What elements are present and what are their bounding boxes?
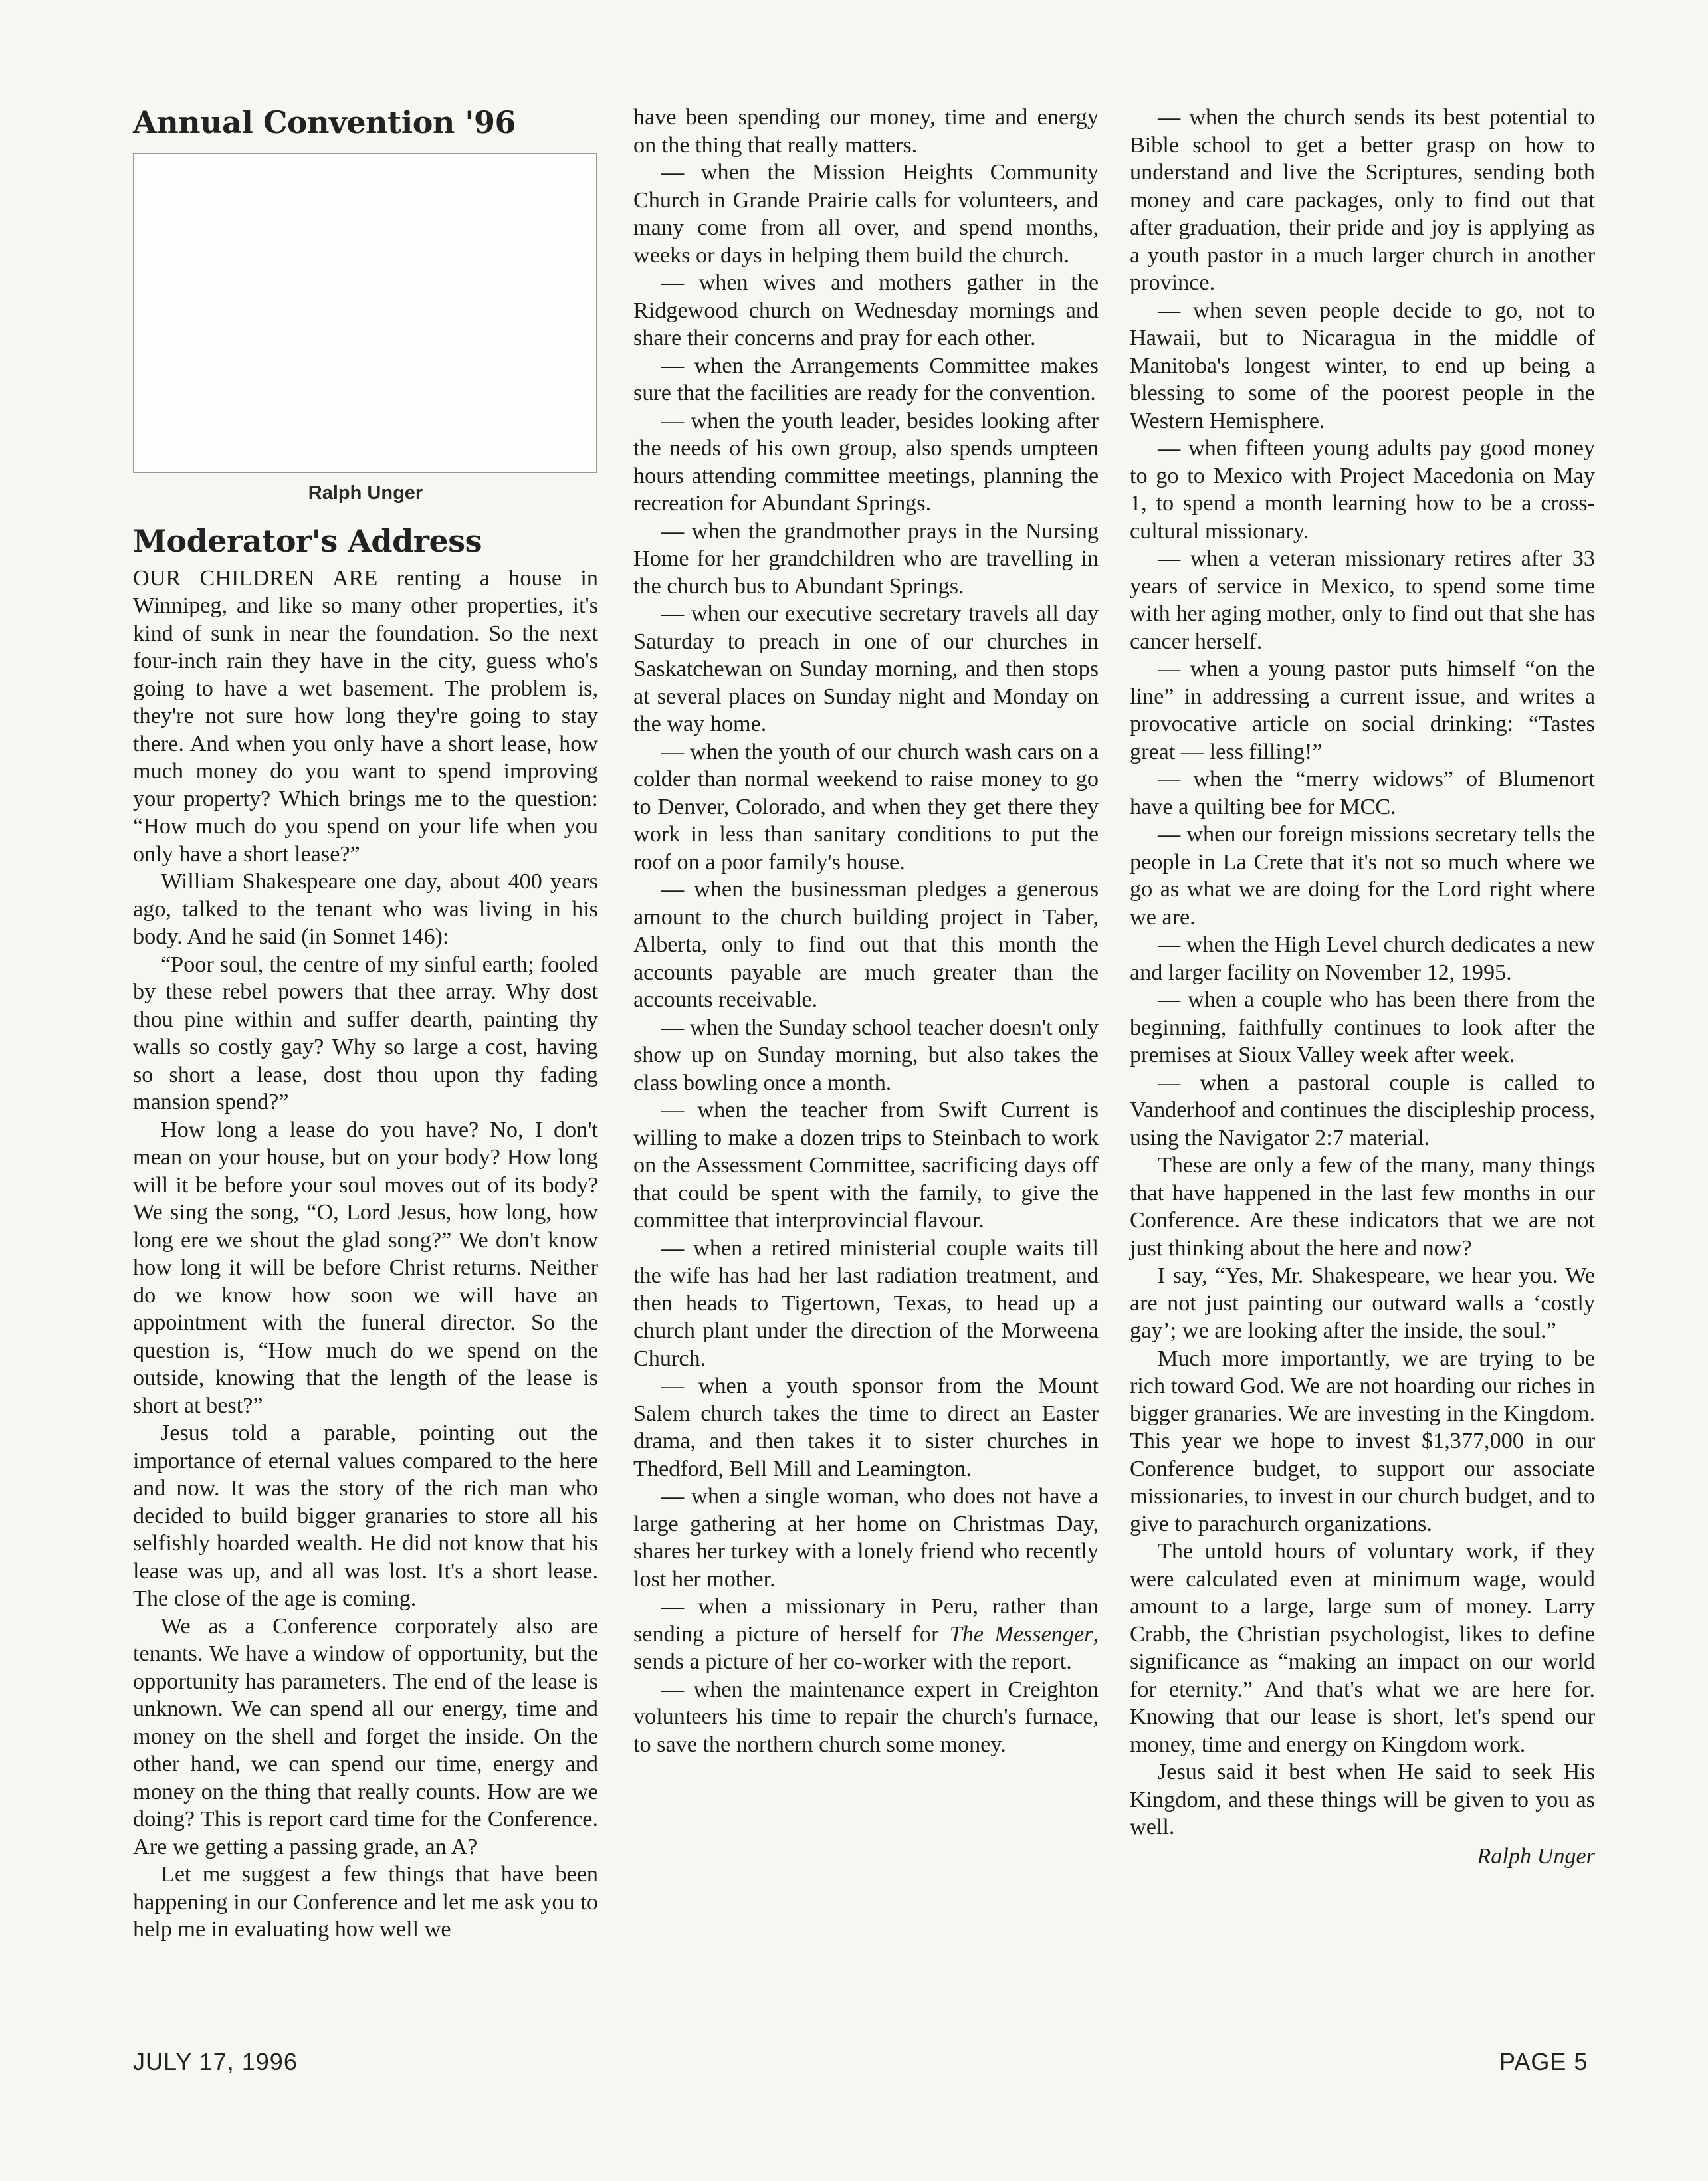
section-title: Annual Convention '96 [133, 104, 516, 140]
publication-title: The Messenger [949, 1621, 1093, 1647]
article-title: Moderator's Address [133, 522, 482, 559]
paragraph: Let me suggest a few things that have been happening in our Conference and let me ask you to help me in evaluating how well we [133, 1862, 598, 1942]
list-item: — when the youth leader, besides looking after the needs of his own group, also spends umpteen hours attending committee meetings, planning the recreation for Abundant Springs. [633, 408, 1099, 516]
text-run: , sends a picture of her co-worker with the report. [633, 1621, 1099, 1674]
paragraph: OUR CHILDREN ARE renting a house in Winnipeg, and like so many other properties, it's kind of sunk in near the foundation. So the next four-inch rain they have in the city, guess who's going to have a wet basement. The problem is, they're not sure how long they're going to stay there. And when you only have a short lease, how much money do you want to spend improving your property? Which brings me to the question: “How much do you spend on your life when you only have a short lease?” [133, 566, 598, 867]
paragraph: The untold hours of voluntary work, if they were calculated even at minimum wage, would amount to a large, large sum of money. Larry Crabb, the Christian psychologist, likes to define significance as “making an impact on our world for eternity.” And that's what we are here for. Knowing that our lease is short, let's spend our money, time and energy on Kingdom work. [1130, 1539, 1595, 1757]
list-item: — when the grandmother prays in the Nursing Home for her grandchildren who are travelling in the church bus to Abundant Springs. [633, 518, 1099, 599]
list-item: — when a single woman, who does not have a large gathering at her home on Christmas Day, shares her turkey with a lonely friend who recently lost her mother. [633, 1484, 1099, 1592]
paragraph: “Poor soul, the centre of my sinful earth; fooled by these rebel powers that thee array. Why dost thou pine within and suffer dearth, painting thy walls so costly gay? Why so large a cost, having so short a lease, dost thou upon thy fading mansion spend?” [133, 952, 598, 1114]
list-item: — when the church sends its best potential to Bible school to get a better grasp on how to understand and live the Scriptures, sending both money and care packages, only to find out that after graduation, their pride and joy is applying as a youth pastor in a much larger church in another province. [1130, 105, 1595, 295]
paragraph: William Shakespeare one day, about 400 years ago, talked to the tenant who was living in his body. And he said (in Sonnet 146): [133, 869, 598, 949]
text-run: — when a missionary in Peru, rather than sending a picture of herself for [633, 1594, 1099, 1647]
list-item: — when a youth sponsor from the Mount Salem church takes the time to direct an Easter drama, and then takes it to sister churches in Thedford, Bell Mill and Leamington. [633, 1374, 1099, 1481]
footer-page-number: PAGE 5 [1499, 2048, 1588, 2075]
list-item [633, 1593, 1099, 1676]
paragraph: Much more importantly, we are trying to be rich toward God. We are not hoarding our riches in bigger granaries. We are investing in the Kingdom. This year we hope to invest $1,377,000 in our Conference budget, to support our associate missionaries, to invest in our church budget, and to give to parachurch organizations. [1130, 1346, 1595, 1536]
list-item: — when the teacher from Swift Current is willing to make a dozen trips to Steinbach to work on the Assessment Committee, sacrificing days off that could be spent with the family, to give the committee that interprovincial flavour. [633, 1098, 1099, 1233]
list-item: — when the Arrangements Committee makes sure that the facilities are ready for the convention. [633, 353, 1099, 405]
list-item: — when a veteran missionary retires after 33 years of service in Mexico, to spend some time with her aging mother, only to find out that she has cancer herself. [1130, 546, 1595, 654]
list-item: — when the “merry widows” of Blumenort have a quilting bee for MCC. [1130, 767, 1595, 819]
list-item: — when our foreign missions secretary tells the people in La Crete that it's not so much where we go as what we are doing for the Lord right where we are. [1130, 822, 1595, 930]
list-item: — when a couple who has been there from the beginning, faithfully continues to look after the premises at Sioux Valley week after week. [1130, 987, 1595, 1067]
list-item: — when a pastoral couple is called to Vanderhoof and continues the discipleship process, using the Navigator 2:7 material. [1130, 1070, 1595, 1150]
column-3 [1130, 104, 1595, 1870]
list-item: — when the maintenance expert in Creighton volunteers his time to repair the church's furnace, to save the northern church some money. [633, 1677, 1099, 1757]
list-item: — when the youth of our church wash cars on a colder than normal weekend to raise money to go to Denver, Colorado, and when they get there they work in less than sanitary conditions to put the roof on a poor family's house. [633, 739, 1099, 875]
paragraph: have been spending our money, time and energy on the thing that really matters. [633, 105, 1099, 157]
paragraph: I say, “Yes, Mr. Shakespeare, we hear you. We are not just painting our outward walls a ‘costly gay’; we are looking after the inside, the soul.” [1130, 1263, 1595, 1343]
list-item: — when the High Level church dedicates a new and larger facility on November 12, 1995. [1130, 932, 1595, 985]
author-signature: Ralph Unger [1477, 1843, 1595, 1869]
paragraph: Jesus told a parable, pointing out the importance of eternal values compared to the here and now. It was the story of the rich man who decided to build bigger granaries to store all his selfishly hoarded wealth. He did not know that his lease was up, and all was lost. It's a short lease. The close of the age is coming. [133, 1421, 598, 1611]
list-item: — when a retired ministerial couple waits till the wife has had her last radiation treatment, and then heads to Tigertown, Texas, to head up a church plant under the direction of the Morweena Church. [633, 1235, 1099, 1371]
list-item: — when the businessman pledges a generous amount to the church building project in Taber, Alberta, only to find out that this month the accounts payable are much greater than the accounts receivable. [633, 877, 1099, 1012]
photo-placeholder [133, 153, 597, 473]
paragraph: Jesus said it best when He said to seek His Kingdom, and these things will be given to you as well. [1130, 1760, 1595, 1839]
column-2 [633, 104, 1099, 1758]
paragraph: We as a Conference corporately also are tenants. We have a window of opportunity, but the opportunity has parameters. The end of the lease is unknown. We can spend all our energy, time and money on the shell and forget the inside. On the other hand, we can spend our time, energy and money on the thing that really counts. How are we doing? This is report card time for the Conference. Are we getting a passing grade, an A? [133, 1613, 598, 1859]
column-1 [133, 104, 598, 1944]
paragraph: How long a lease do you have? No, I don't mean on your house, but on your body? How long will it be before your soul moves out of its body? We sing the song, “O, Lord Jesus, how long, how long ere we shout the glad song?” We don't know how long it will be before Christ returns. Neither do we know how soon we will have an appointment with the funeral director. So the question is, “How much do we spend on the outside, knowing that the length of the lease is short at best?” [133, 1117, 598, 1418]
list-item: — when our executive secretary travels all day Saturday to preach in one of our churches in Saskatchewan on Sunday morning, and then stops at several places on Sunday night and Monday on the way home. [633, 601, 1099, 736]
list-item: — when the Mission Heights Community Church in Grande Prairie calls for volunteers, and many come from all over, and spend months, weeks or days in helping them build the church. [633, 160, 1099, 268]
list-item: — when the Sunday school teacher doesn't only show up on Sunday morning, but also takes the class bowling once a month. [633, 1015, 1099, 1095]
footer-date: JULY 17, 1996 [133, 2048, 298, 2075]
paragraph: These are only a few of the many, many things that have happened in the last few months in our Conference. Are these indicators that we are not just thinking about the here and now? [1130, 1153, 1595, 1261]
photo-caption: Ralph Unger [308, 482, 423, 504]
list-item: — when a young pastor puts himself “on the line” in addressing a current issue, and writes a provocative article on social drinking: “Tastes great — less filling!” [1130, 657, 1595, 764]
list-item: — when wives and mothers gather in the Ridgewood church on Wednesday mornings and share their concerns and pray for each other. [633, 270, 1099, 350]
list-item: — when seven people decide to go, not to Hawaii, but to Nicaragua in the middle of Manitoba's longest winter, to end up being a blessing to some of the poorest people in the Western Hemisphere. [1130, 298, 1595, 433]
list-item: — when fifteen young adults pay good money to go to Mexico with Project Macedonia on May 1, to spend a month learning how to be a cross-cultural missionary. [1130, 436, 1595, 544]
